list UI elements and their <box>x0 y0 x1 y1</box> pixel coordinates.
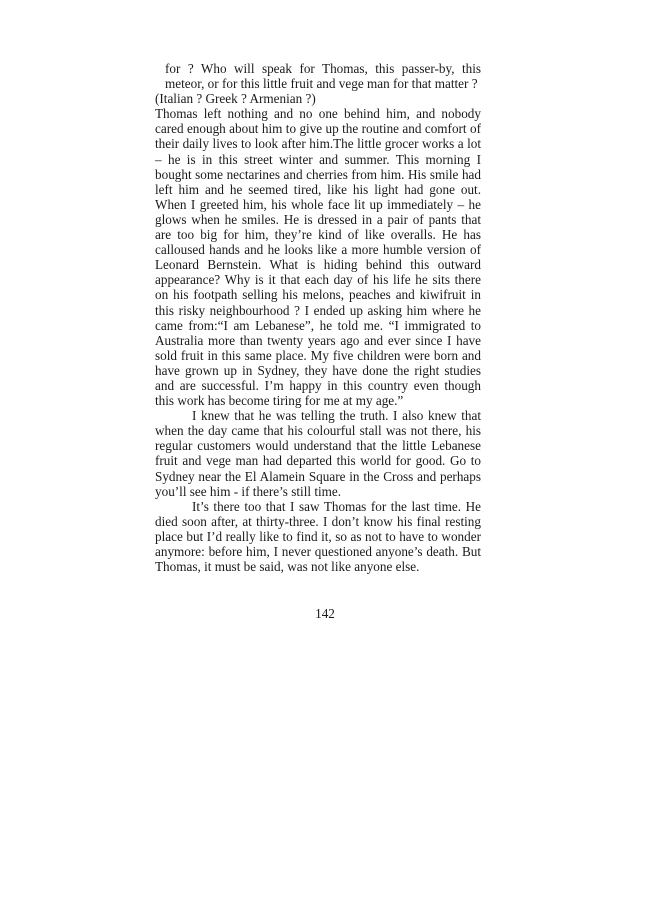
paragraph-truth: I knew that he was telling the truth. I also knew that when the day came that his colourful stall was not there, his regular customers would understand that the little Lebanese fruit and vege man had departed this world for good. Go to Sydney near the El Alamein Square in the Cross and perhaps you’ll see him - if there’s still time. <box>155 408 481 499</box>
paragraph-last-time: It’s there too that I saw Thomas for the last time. He died soon after, at thirty-three. I don’t know his final resting place but I’d really like to find it, so as not to have to wonder anymore: before him, I never questioned anyone’s death. But Thomas, it must be said, was not like anyone else. <box>155 498 481 575</box>
body-text <box>155 61 481 574</box>
paragraph-origins: (Italian ? Greek ? Armenian ?) <box>155 91 316 107</box>
page-number: 142 <box>315 606 335 621</box>
paragraph-thomas-grocer: Thomas left nothing and no one behind him, and nobody cared enough about him to give up the routine and comfort of their daily lives to look after him.The little grocer works a lot – he is in this street winter and summer. This morning I bought some nectarines and cherries from him. His smile had left him and he seemed tired, like his light had gone out. When I greeted him, his whole face lit up immediately – he glows when he smiles. He is dressed in a pair of pants that are too big for him, they’re kind of like overalls. He has calloused hands and he looks like a more humble version of Leonard Bernstein. What is hiding behind this outward appearance? Why is it that each day of his life he sits there on his footpath selling his melons, peaches and kiwifruit in this risky neighbourhood ? I ended up asking him where he came from:“I am Lebanese”, he told me. “I immigrated to Australia more than twenty years ago and ever since I have sold fruit in this same place. My five children were born and have grown up in Sydney, they have done the right studies and are successful. I’m happy in this country even though this work has become tiring for me at my age.” <box>155 106 481 409</box>
paragraph-quote-continuation: for ? Who will speak for Thomas, this passer-by, this meteor, or for this little fruit and vege man for that matter ? <box>165 61 481 92</box>
